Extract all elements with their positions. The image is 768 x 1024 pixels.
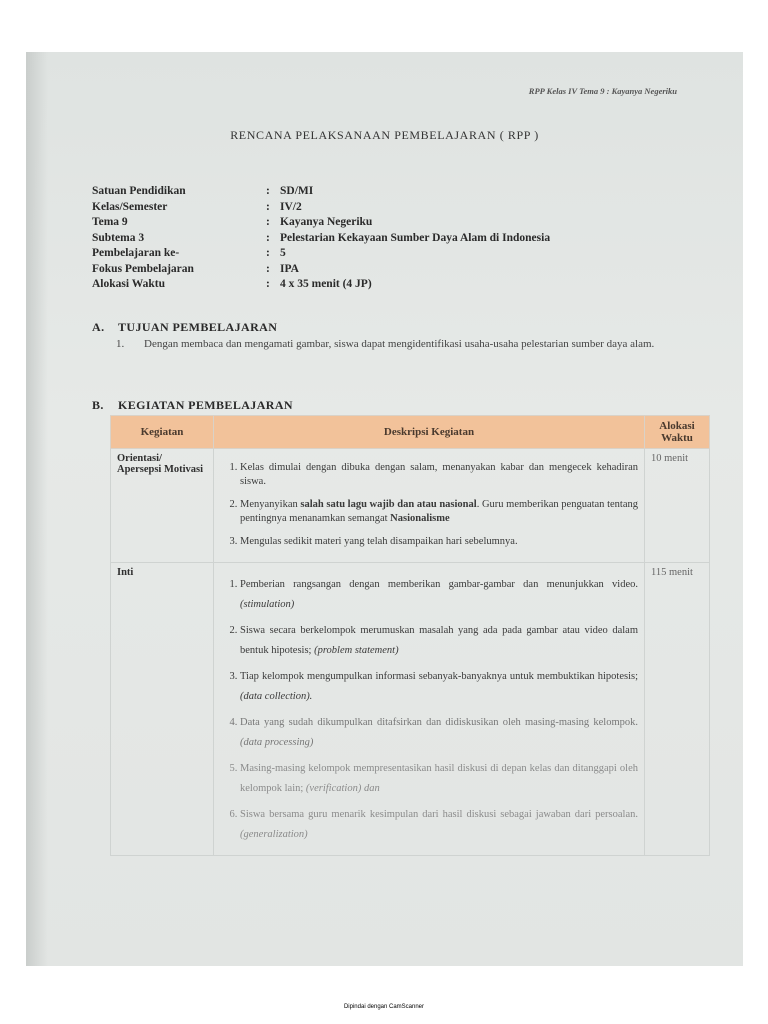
section-title: KEGIATAN PEMBELAJARAN xyxy=(118,398,293,412)
meta-label: Pembelajaran ke- xyxy=(92,247,180,259)
meta-row: Alokasi Waktu : 4 x 35 menit (4 JP) xyxy=(92,277,550,293)
scanned-page xyxy=(26,52,743,966)
meta-value: SD/MI xyxy=(280,185,314,197)
section-title: TUJUAN PEMBELAJARAN xyxy=(118,320,278,334)
list-item: 3. Mengulas sedikit materi yang telah disampaikan hari sebelumnya. xyxy=(240,535,638,549)
meta-value: 4 x 35 menit (4 JP) xyxy=(280,278,372,290)
section-letter: A. xyxy=(92,320,105,334)
meta-label: Alokasi Waktu xyxy=(92,278,165,290)
scanner-watermark: Dipindai dengan CamScanner xyxy=(343,1004,425,1010)
meta-label: Tema 9 xyxy=(92,216,128,228)
step-list xyxy=(220,461,638,549)
description-cell xyxy=(214,449,645,563)
column-header-deskripsi: Deskripsi Kegiatan xyxy=(214,416,645,449)
phase-cell: Orientasi/ Apersepsi Motivasi xyxy=(111,449,214,563)
list-item: 2. Siswa secara berkelompok merumuskan masalah yang ada pada gambar atau video dalam bentuk hipotesis; (problem statement) xyxy=(240,621,638,661)
list-item: 1. Kelas dimulai dengan dibuka dengan salam, menanyakan kabar dan mengecek kehadiran siswa. xyxy=(240,461,638,489)
phase-cell: Inti xyxy=(111,563,214,856)
meta-value: Kayanya Negeriku xyxy=(280,216,373,228)
document-title: RENCANA PELAKSANAAN PEMBELAJARAN ( RPP ) xyxy=(230,128,539,142)
time-cell: 115 menit xyxy=(645,563,710,856)
objective-item xyxy=(92,337,692,352)
meta-value: 5 xyxy=(280,247,286,259)
meta-label: Kelas/Semester xyxy=(92,200,168,213)
meta-row: Kelas/Semester : IV/2 xyxy=(92,200,550,216)
table-row xyxy=(111,449,710,563)
table-row xyxy=(111,563,710,856)
list-item: 4. Data yang sudah dikumpulkan ditafsirkan dan didiskusikan oleh masing-masing kelompok. (data processing) xyxy=(240,713,638,753)
column-header-alokasi: Alokasi Waktu xyxy=(645,416,710,449)
list-item: 6. Siswa bersama guru menarik kesimpulan dari hasil diskusi sebagai jawaban dari persoalan. (generalization) xyxy=(240,805,638,845)
meta-value: Pelestarian Kekayaan Sumber Daya Alam di Indonesia xyxy=(280,231,551,244)
meta-label: Satuan Pendidikan xyxy=(92,185,186,197)
list-item: 5. Masing-masing kelompok mempresentasikan hasil diskusi di depan kelas dan ditanggapi oleh kelompok lain; (verification) dan xyxy=(240,759,638,799)
list-item: 3. Tiap kelompok mengumpulkan informasi sebanyak-banyaknya untuk membuktikan hipotesis; (data collection). xyxy=(240,667,638,707)
meta-value: IPA xyxy=(280,262,299,275)
identity-block xyxy=(92,184,550,293)
list-item: 1. Pemberian rangsangan dengan memberikan gambar-gambar dan menunjukkan video. (stimulation) xyxy=(240,575,638,615)
description-cell xyxy=(214,563,645,856)
time-cell: 10 menit xyxy=(645,449,710,563)
objective-text: Dengan membaca dan mengamati gambar, siswa dapat mengidentifikasi usaha-usaha pelestarian sumber daya alam. xyxy=(144,338,655,350)
meta-row: Satuan Pendidikan : SD/MI xyxy=(92,184,550,200)
section-activities-heading xyxy=(92,398,293,413)
section-letter: B. xyxy=(92,398,104,412)
activities-table xyxy=(110,415,710,856)
objective-number: 1. xyxy=(116,338,125,350)
table-header-row xyxy=(111,416,710,449)
meta-row: Tema 9 : Kayanya Negeriku xyxy=(92,215,550,231)
header-reference: RPP Kelas IV Tema 9 : Kayanya Negeriku xyxy=(528,86,677,96)
section-objectives xyxy=(92,320,692,352)
meta-label: Subtema 3 xyxy=(92,231,145,244)
list-item: 2. Menyanyikan salah satu lagu wajib dan atau nasional. Guru memberikan penguatan tentang pentingnya menanamkan semangat Nasionalisme xyxy=(240,498,638,526)
meta-row: Pembelajaran ke- : 5 xyxy=(92,246,550,262)
column-header-kegiatan: Kegiatan xyxy=(111,416,214,449)
step-list xyxy=(220,575,638,845)
meta-label: Fokus Pembelajaran xyxy=(92,262,194,275)
meta-row: Subtema 3 : Pelestarian Kekayaan Sumber Daya Alam di Indonesia xyxy=(92,231,550,247)
meta-row: Fokus Pembelajaran : IPA xyxy=(92,262,550,278)
section-heading xyxy=(92,320,692,335)
meta-value: IV/2 xyxy=(280,200,302,213)
